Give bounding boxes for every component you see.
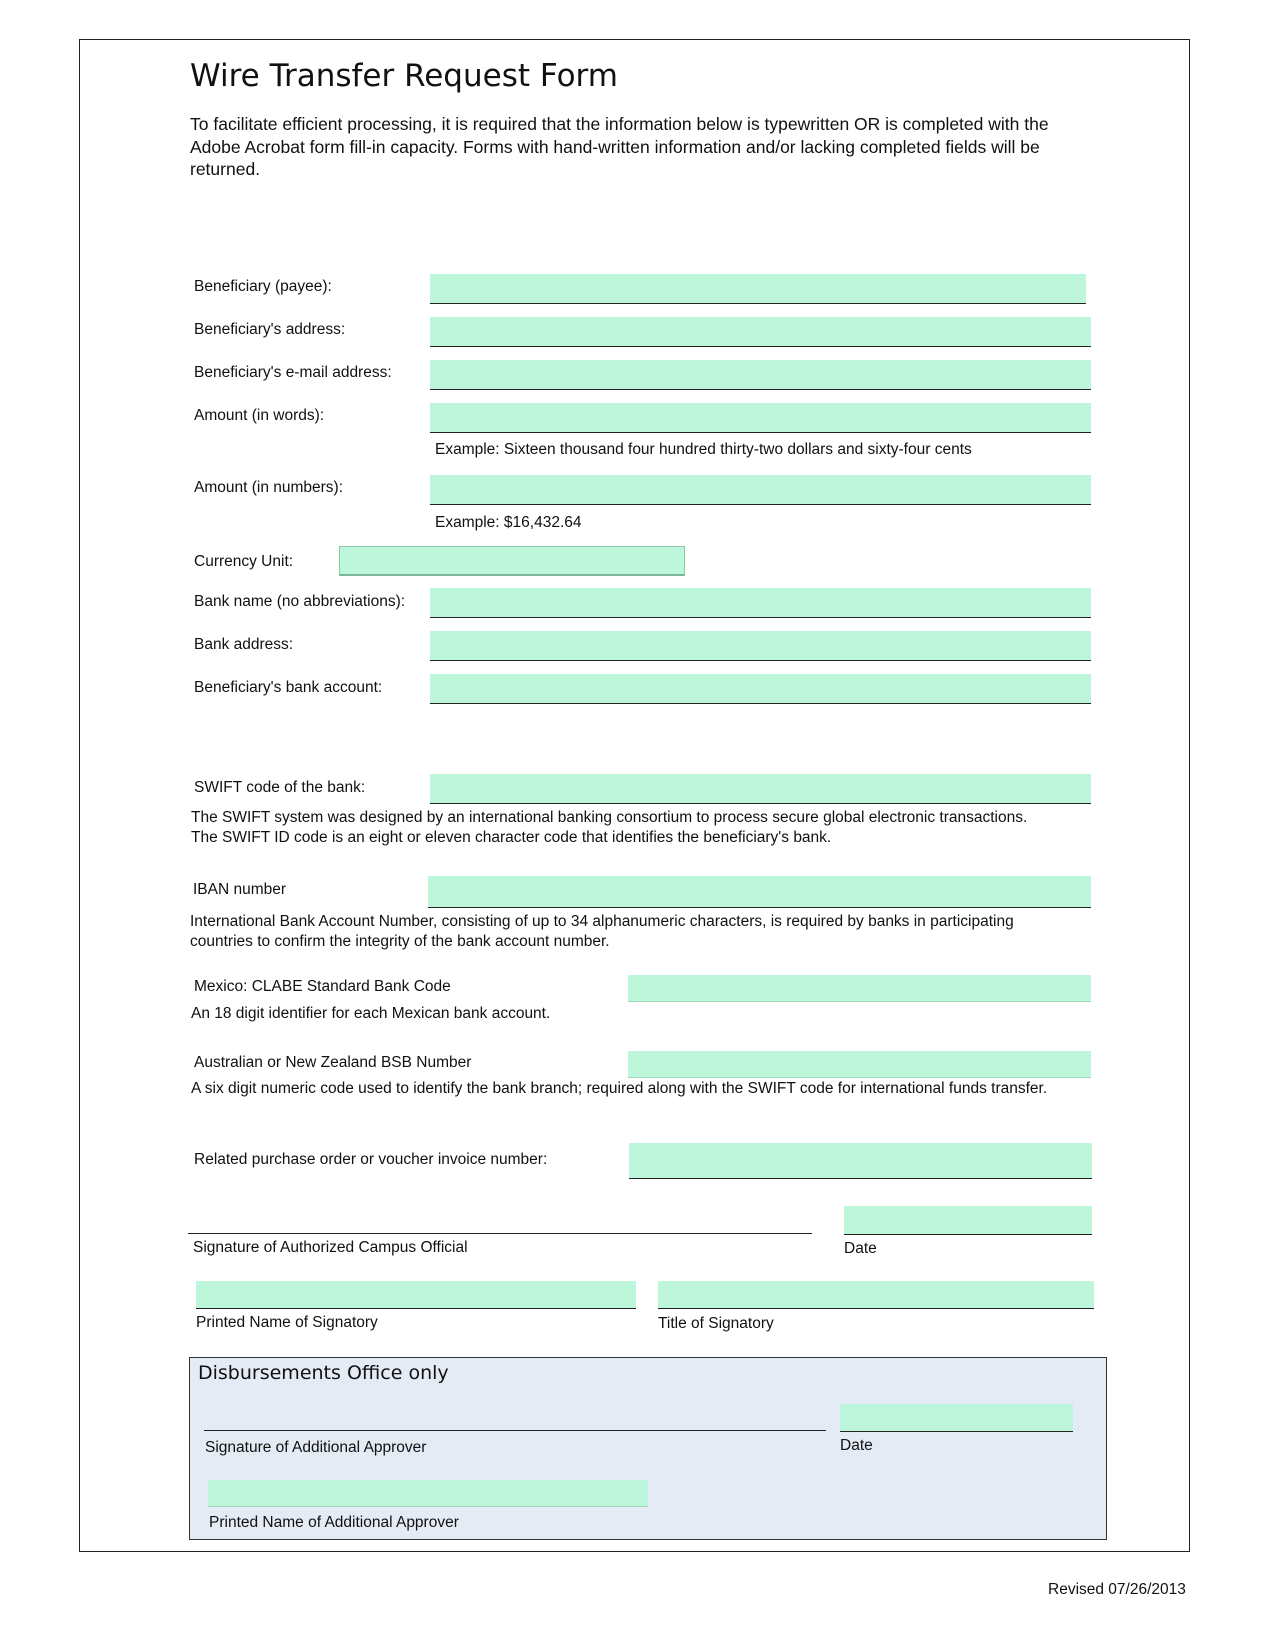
beneficiary-address-label: Beneficiary's address: — [194, 321, 346, 338]
additional-approver-printed-name-input[interactable] — [208, 1480, 648, 1507]
amount-words-example: Example: Sixteen thousand four hundred thirty-two dollars and sixty-four cents — [435, 441, 972, 458]
additional-approver-printed-name-label: Printed Name of Additional Approver — [209, 1514, 459, 1531]
bank-account-input[interactable] — [430, 674, 1091, 704]
amount-words-label: Amount (in words): — [194, 407, 325, 424]
disbursements-title: Disbursements Office only — [198, 1362, 449, 1384]
beneficiary-address-input[interactable] — [430, 317, 1091, 347]
iban-note: International Bank Account Number, consisting of up to 34 alphanumeric characters, is required by banks in participating countries to confirm the integrity of the bank account number. — [190, 913, 1014, 950]
date-input[interactable] — [844, 1206, 1092, 1235]
po-label: Related purchase order or voucher invoice number: — [194, 1151, 548, 1168]
amount-numbers-label: Amount (in numbers): — [194, 479, 344, 496]
bsb-label: Australian or New Zealand BSB Number — [194, 1054, 472, 1071]
currency-label: Currency Unit: — [194, 553, 294, 570]
clabe-label: Mexico: CLABE Standard Bank Code — [194, 978, 451, 995]
bank-name-label: Bank name (no abbreviations): — [194, 593, 406, 610]
additional-approver-date-input[interactable] — [840, 1404, 1073, 1432]
bank-name-input[interactable] — [430, 588, 1091, 618]
date-label: Date — [844, 1240, 877, 1257]
title-signatory-input[interactable] — [658, 1281, 1094, 1309]
page-title: Wire Transfer Request Form — [190, 58, 618, 94]
printed-name-label: Printed Name of Signatory — [196, 1314, 378, 1331]
title-signatory-label: Title of Signatory — [658, 1315, 774, 1332]
swift-label: SWIFT code of the bank: — [194, 779, 366, 796]
beneficiary-email-label: Beneficiary's e-mail address: — [194, 364, 392, 381]
currency-input[interactable] — [339, 546, 685, 576]
signature-label: Signature of Authorized Campus Official — [193, 1239, 468, 1256]
iban-label: IBAN number — [193, 881, 287, 898]
iban-input[interactable] — [428, 876, 1091, 908]
bsb-note: A six digit numeric code used to identify the bank branch; required along with the SWIFT code for international funds transfer. — [191, 1080, 1048, 1097]
clabe-input[interactable] — [628, 975, 1091, 1002]
bank-address-label: Bank address: — [194, 636, 294, 653]
bsb-input[interactable] — [628, 1051, 1091, 1078]
bank-account-label: Beneficiary's bank account: — [194, 679, 383, 696]
swift-note: The SWIFT system was designed by an international banking consortium to process secure global electronic transactions. The SWIFT ID code is an eight or eleven character code that identifies the beneficiary's bank. — [191, 809, 1028, 846]
beneficiary-input[interactable] — [430, 274, 1086, 304]
beneficiary-label: Beneficiary (payee): — [194, 278, 332, 295]
additional-approver-signature-line[interactable] — [204, 1430, 826, 1431]
swift-input[interactable] — [430, 774, 1091, 804]
beneficiary-email-input[interactable] — [430, 360, 1091, 390]
additional-approver-date-label: Date — [840, 1437, 873, 1454]
amount-words-input[interactable] — [430, 403, 1091, 433]
po-input[interactable] — [629, 1143, 1092, 1179]
amount-numbers-example: Example: $16,432.64 — [435, 514, 582, 531]
amount-numbers-input[interactable] — [430, 475, 1091, 505]
intro-text: To facilitate efficient processing, it is required that the information below is typewritten OR is completed with the Adobe Acrobat form fill-in capacity. Forms with hand-written information and/or lacking completed fields will be returned. — [190, 114, 1049, 179]
revised-date: Revised 07/26/2013 — [1048, 1581, 1186, 1598]
bank-address-input[interactable] — [430, 631, 1091, 661]
additional-approver-signature-label: Signature of Additional Approver — [205, 1439, 427, 1456]
clabe-note: An 18 digit identifier for each Mexican bank account. — [191, 1005, 551, 1022]
signature-line[interactable] — [188, 1233, 812, 1234]
printed-name-input[interactable] — [196, 1281, 636, 1309]
